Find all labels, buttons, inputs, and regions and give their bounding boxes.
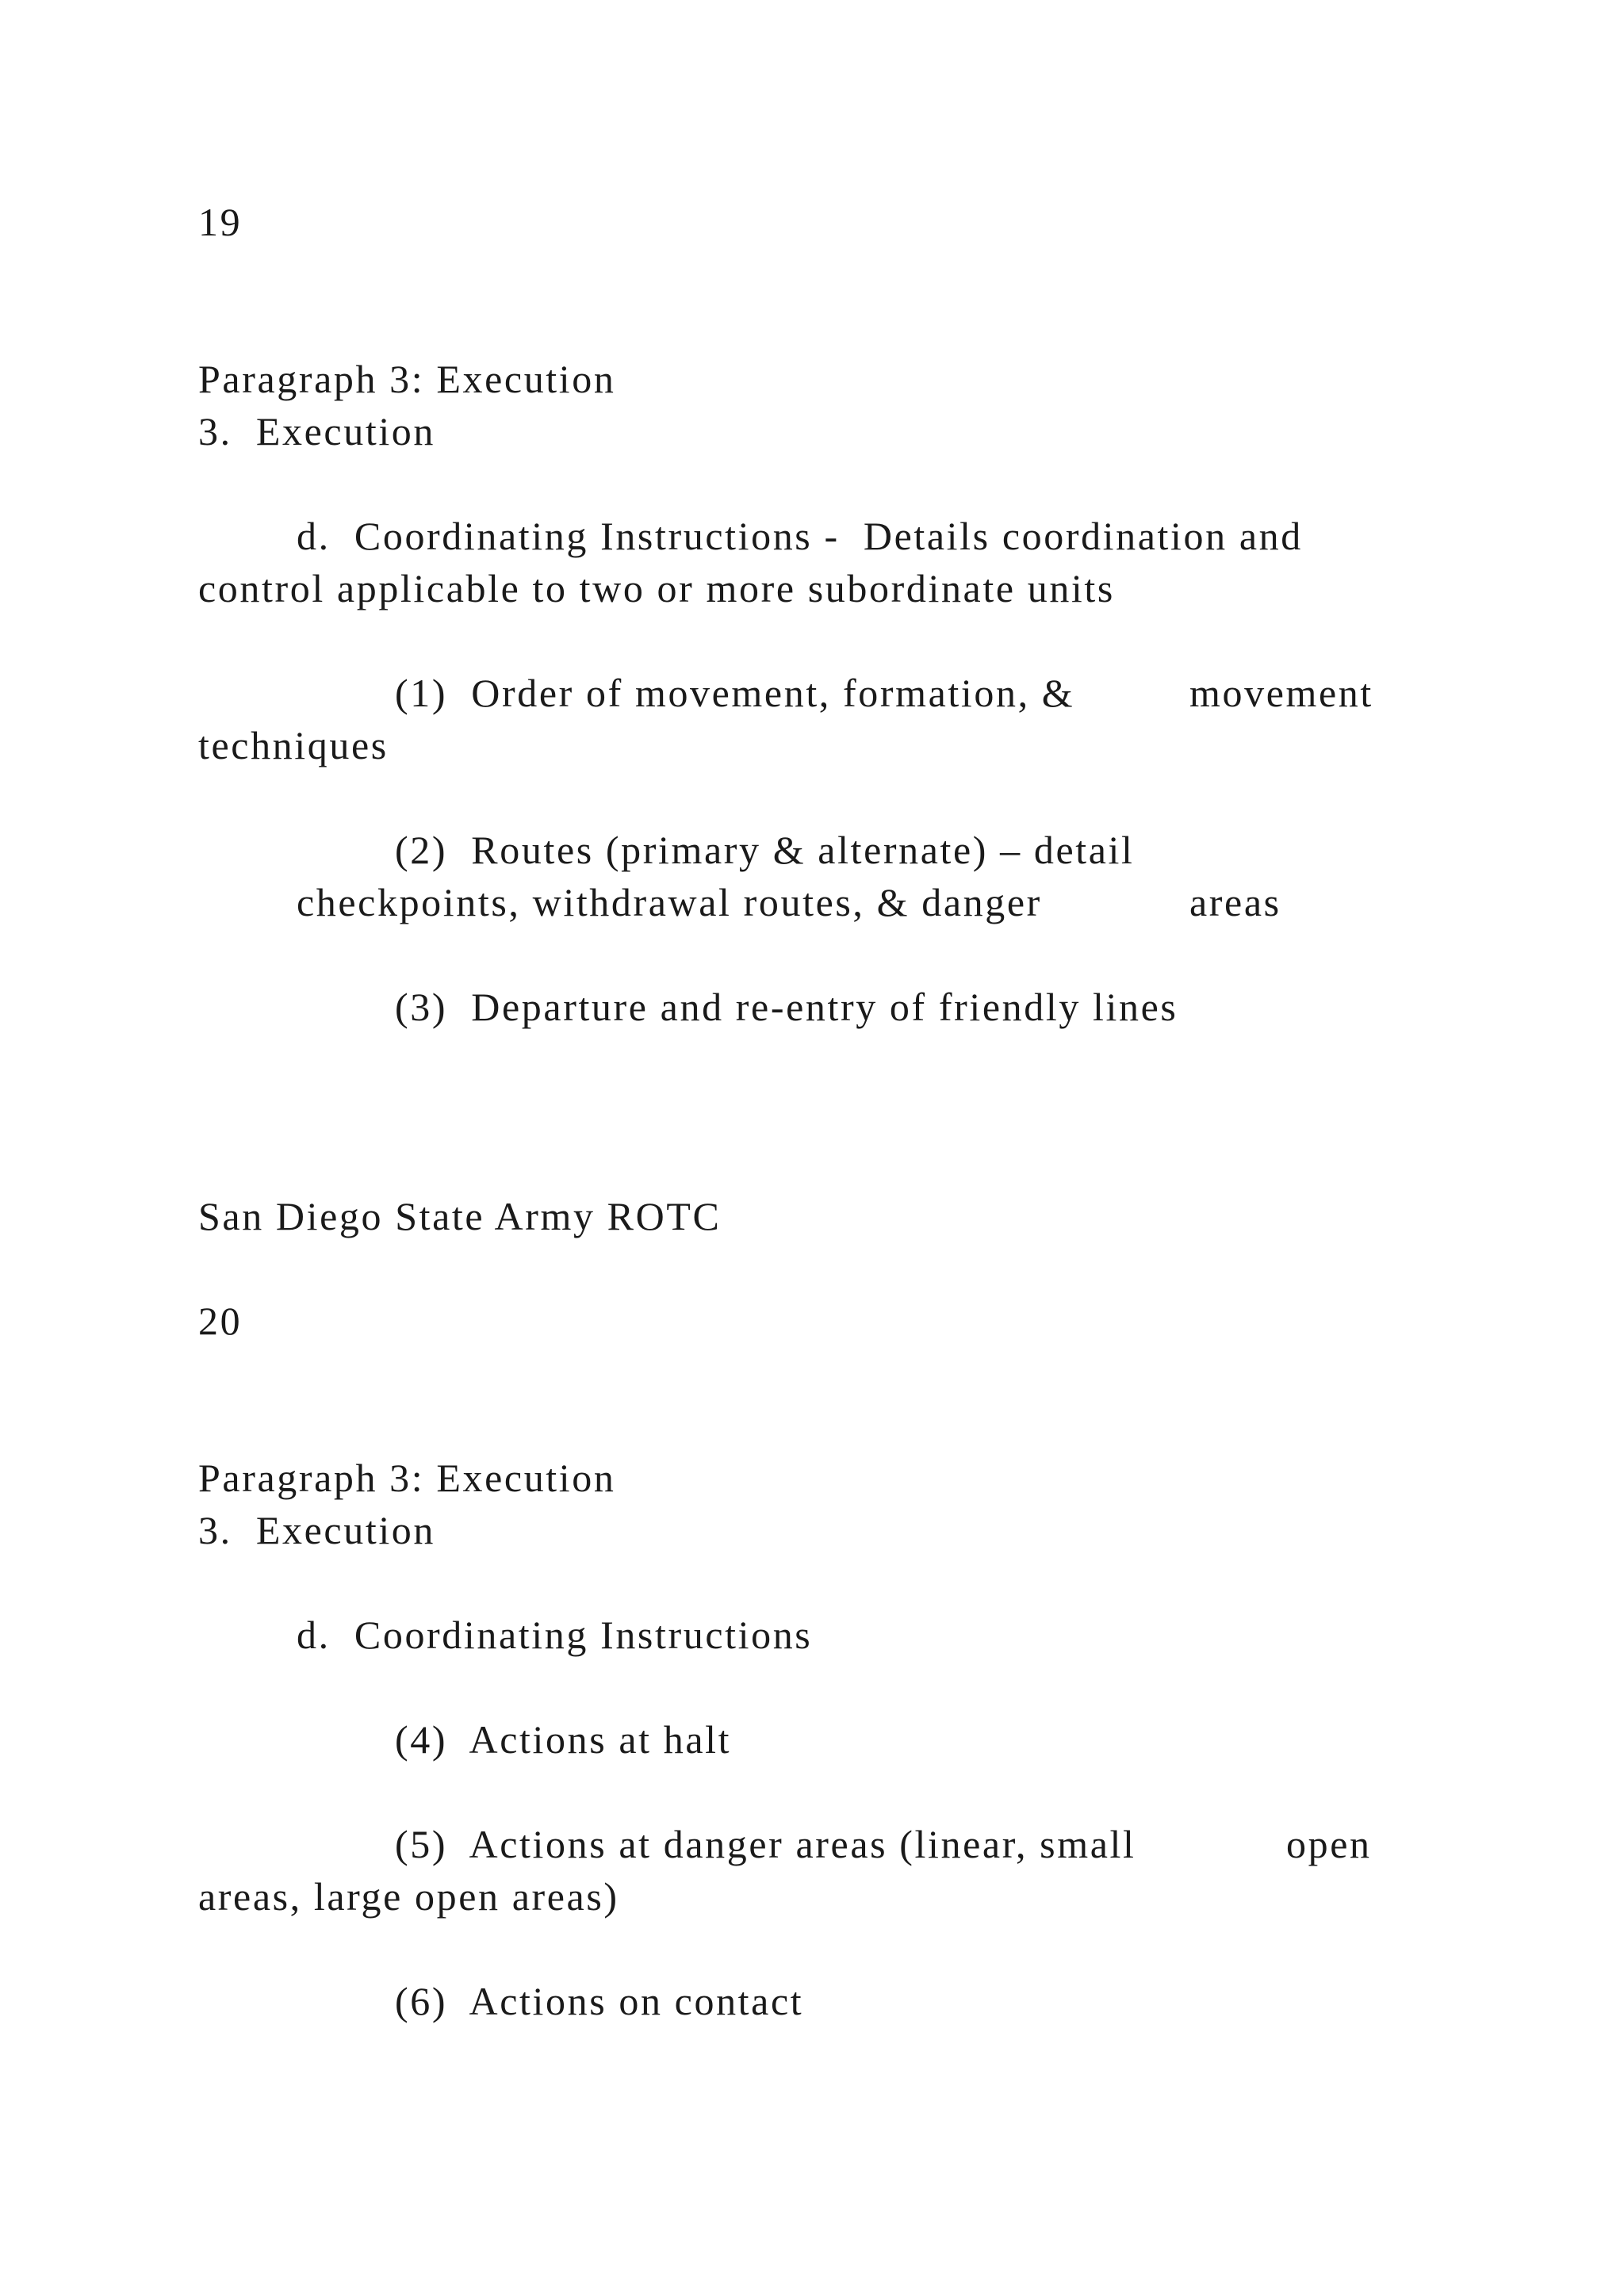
- section-heading: Paragraph 3: Execution: [198, 357, 616, 401]
- list-item-5-wrap: areas, large open areas): [198, 1874, 619, 1919]
- section-subheading: 3. Execution: [198, 409, 436, 453]
- list-item-1-continuation: movement: [1189, 671, 1373, 715]
- coordinating-instructions-line: d. Coordinating Instructions: [297, 1613, 813, 1657]
- list-item-1-wrap: techniques: [198, 723, 389, 767]
- list-item-5-continuation: open: [1286, 1822, 1372, 1866]
- list-item-6: (6) Actions on contact: [395, 1979, 804, 2023]
- list-item-4: (4) Actions at halt: [395, 1717, 732, 1762]
- coordinating-instructions-line: d. Coordinating Instructions - Details coordination and: [297, 514, 1303, 558]
- list-item-2: (2) Routes (primary & alternate) – detail: [395, 828, 1135, 872]
- list-item-3: (3) Departure and re-entry of friendly lines: [395, 985, 1178, 1029]
- list-item-5: (5) Actions at danger areas (linear, small: [395, 1822, 1136, 1866]
- coordinating-instructions-line: control applicable to two or more subordinate units: [198, 566, 1115, 610]
- page-number: 20: [198, 1299, 243, 1343]
- section-subheading: 3. Execution: [198, 1508, 436, 1552]
- list-item-2-continuation: areas: [1189, 880, 1281, 924]
- list-item-1: (1) Order of movement, formation, &: [395, 671, 1075, 715]
- footer-text: San Diego State Army ROTC: [198, 1194, 722, 1238]
- section-heading: Paragraph 3: Execution: [198, 1456, 616, 1500]
- list-item-2-wrap: checkpoints, withdrawal routes, & danger: [297, 880, 1042, 924]
- page-number: 19: [198, 200, 243, 244]
